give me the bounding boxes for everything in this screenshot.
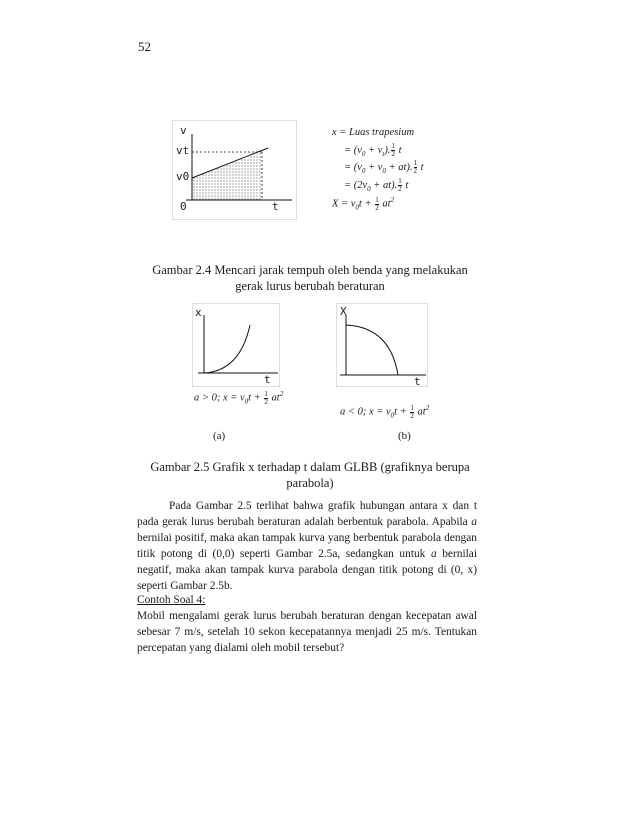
vt-label: vt [176,144,190,157]
eq-line-4: = $(2v_0 + at)$. $\frac{1}{2}$ t [344,177,409,193]
example-body: Mobil mengalami gerak lurus berubah beraturan dengan kecepatan awal sebesar 7 m/s, setelah 10 sekon kecepatannya menjadi 25 m/s. Tentukan percepatan yang dialami oleh mobil tersebut? [137,610,477,654]
label-b: (b) [398,430,411,442]
graph-negative-acceleration [336,303,428,387]
label-a: (a) [213,430,226,442]
t-axis-label: t [272,200,279,213]
velocity-time-graph [172,120,297,220]
body-paragraph: Pada Gambar 2.5 terlihat bahwa grafik hubungan antara x dan t pada gerak lurus berubah beraturan adalah berbentuk parabola. Apabila a bernilai positif, maka akan tampak kurva yang berbentuk parabola dengan titik potong di (0,0) seperti Gambar 2.5a, sedangkan untuk a bernilai negatif, maka akan tampak kurva parabola dengan titik potong di (0, x) seperti Gambar 2.5b. [137,500,477,592]
x-axis-label-b: X [340,305,347,318]
figure-2-4-caption-line-2: gerak lurus berubah beraturan [235,279,385,293]
x-axis-label-a: x [195,306,202,319]
v-axis-label: v [180,124,187,137]
figure-2-5-caption-line-2: parabola) [286,476,334,490]
figure-2-4-caption-line-1: Gambar 2.4 Mencari jarak tempuh oleh benda yang melakukan [152,263,468,277]
example-title: Contoh Soal 4: [137,594,206,606]
t-axis-label-a: t [264,373,271,386]
v0-label: v0 [176,170,190,183]
graph-positive-acceleration [192,303,280,387]
equation-a: a > 0; $x = v_0t$ + $\frac{1}{2}$ $at^2$ [194,389,284,406]
eq-line-5: $X = v_0t$ + $\frac{1}{2}$ $at^2$ [332,195,394,212]
figure-2-5-caption-line-1: Gambar 2.5 Grafik x terhadap t dalam GLBB (grafiknya berupa [150,460,470,474]
eq-line-2: = $(v_0 + v_t)$. $\frac{1}{2}$ t [344,142,402,158]
figure-2-4-caption [140,262,480,294]
page-number: 52 [138,39,151,54]
equation-b: a < 0; $x = v_0t$ + $\frac{1}{2}$ $at^2$ [340,403,430,420]
eq-line-3: = $(v_0 + v_0 + at)$. $\frac{1}{2}$ t [344,159,424,175]
figure-2-5-caption [140,459,480,491]
eq-line-1: x = Luas trapesium [332,127,415,138]
t-axis-label-b: t [414,375,421,388]
origin-label: 0 [180,200,187,213]
